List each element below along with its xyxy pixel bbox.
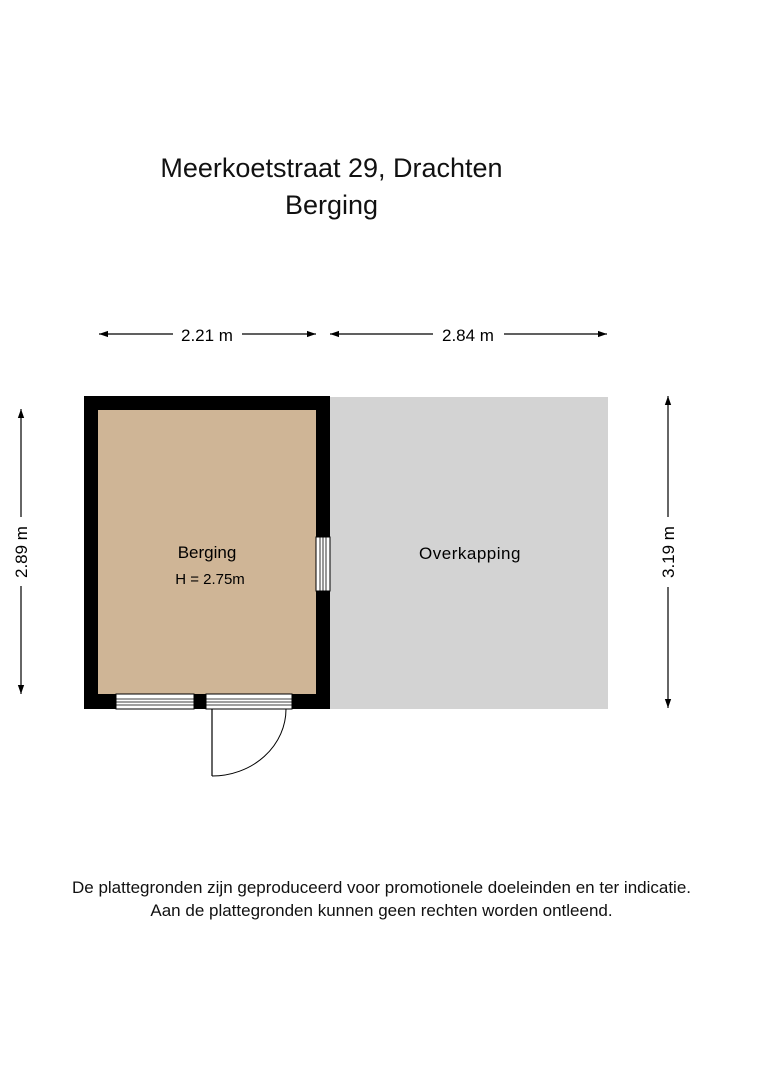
address-title: Meerkoetstraat 29, Drachten [160, 153, 503, 183]
dimension-label-top-left: 2.21 m [181, 326, 233, 345]
dimension-label-left: 2.89 m [12, 526, 31, 578]
window-right-wall [316, 537, 330, 591]
door-bottom-wall [206, 694, 292, 776]
dimension-label-right: 3.19 m [659, 526, 678, 578]
door-swing-arc [212, 709, 286, 776]
room-label-overkapping: Overkapping [419, 544, 521, 563]
room-height-berging: H = 2.75m [175, 571, 245, 588]
room-label-berging: Berging [177, 543, 237, 562]
disclaimer-line-1: De plattegronden zijn geproduceerd voor promotionele doeleinden en ter indicatie. [71, 878, 692, 897]
dimension-top-right [330, 326, 607, 345]
window-bottom-wall [116, 694, 194, 709]
dimension-right [659, 396, 678, 708]
floor-title: Berging [284, 190, 379, 220]
dimension-label-top-right: 2.84 m [442, 326, 494, 345]
wall-pier [194, 694, 206, 709]
disclaimer-line-2: Aan de plattegronden kunnen geen rechten worden ontleend. [150, 901, 613, 920]
dimension-left [12, 409, 31, 694]
dimension-top-left [99, 326, 316, 345]
